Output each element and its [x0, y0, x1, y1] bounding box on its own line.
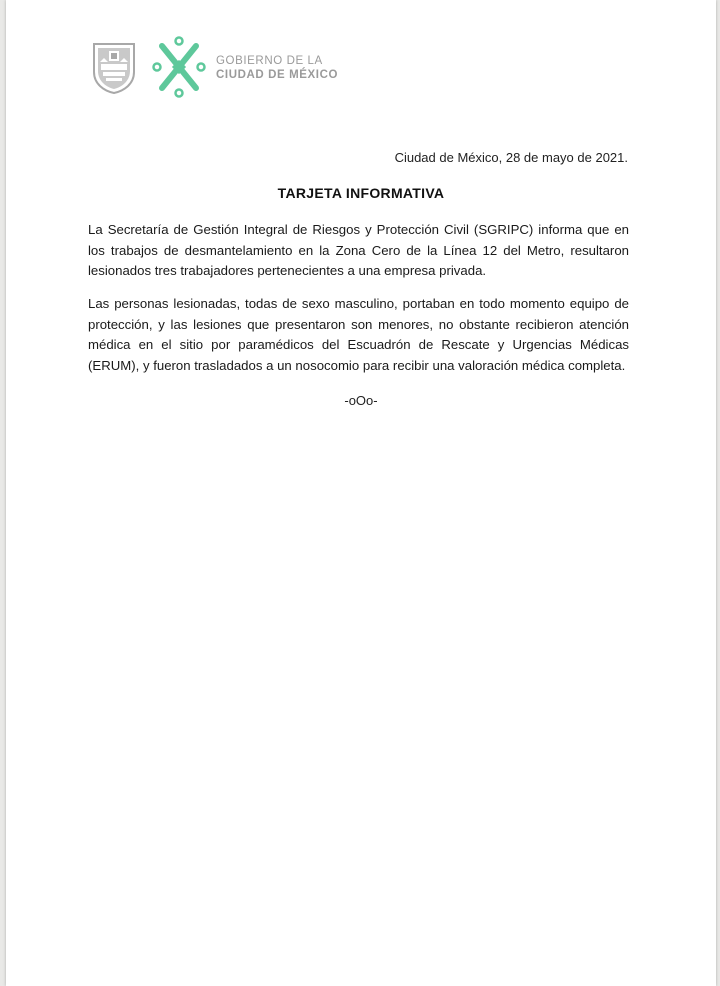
- paragraph-1: La Secretaría de Gestión Integral de Riesgos y Protección Civil (SGRIPC) informa que en los trabajos de desmantelamiento en la Zona Cero de la Línea 12 del Metro, resultaron lesionados tres trabajadores pertenecientes a una empresa privada.: [88, 222, 629, 278]
- document-page: [6, 0, 716, 986]
- coat-of-arms-icon: [92, 42, 136, 94]
- document-date: Ciudad de México, 28 de mayo de 2021.: [394, 150, 628, 165]
- organization-name: [216, 54, 416, 82]
- closing-mark: -oOo-: [344, 393, 378, 408]
- org-line-1: GOBIERNO DE LA: [216, 55, 323, 67]
- cdmx-logo-icon: [152, 36, 206, 98]
- document-title: TARJETA INFORMATIVA: [277, 185, 445, 201]
- org-line-2: CIUDAD DE MÉXICO: [216, 69, 339, 81]
- paragraph-2: Las personas lesionadas, todas de sexo masculino, portaban en todo momento equipo de protección, y las lesiones que presentaron son menores, no obstante recibieron atención médica en el sitio por paramédicos del Escuadrón de Rescate y Urgencias Médicas (ERUM), y fueron trasladados a un nosocomio para recibir una valoración médica completa.: [88, 296, 629, 373]
